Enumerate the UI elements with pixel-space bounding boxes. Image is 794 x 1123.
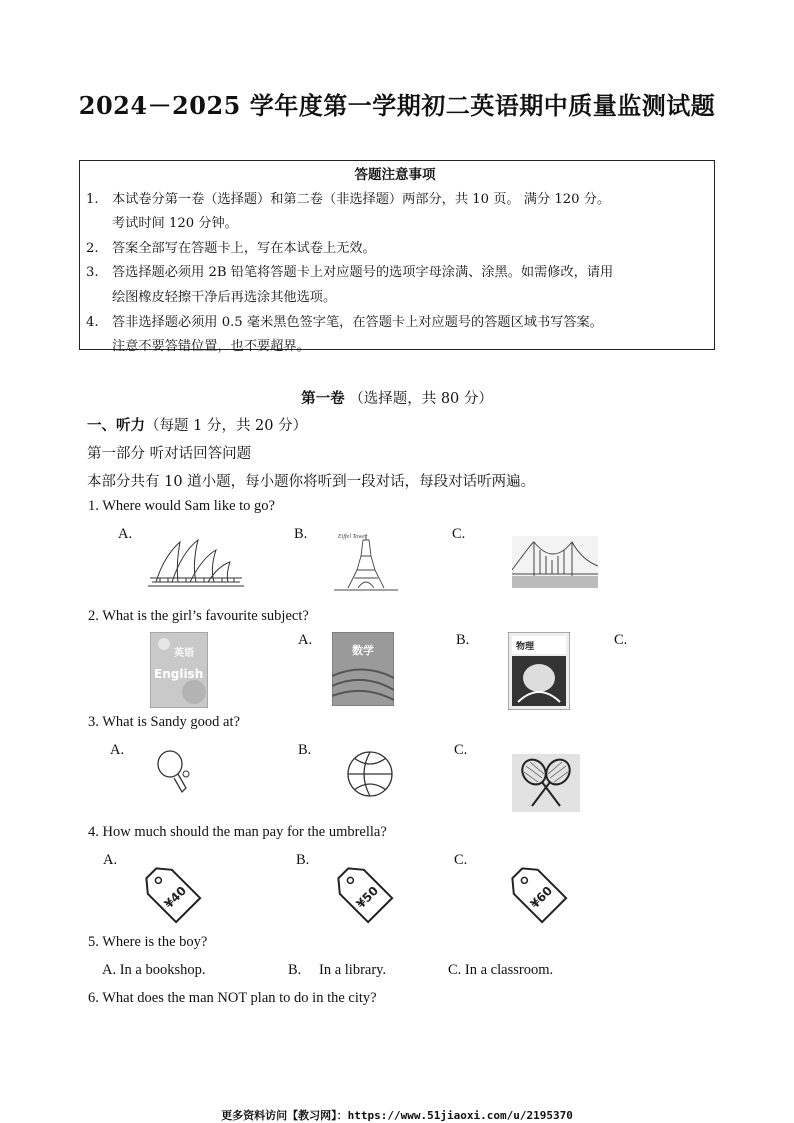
- q3-option-b: B.: [298, 742, 312, 758]
- page-title: 2024－2025 学年度第一学期初二英语期中质量监测试题: [78, 91, 716, 120]
- q3-option-c: C.: [454, 742, 468, 758]
- q1-option-c: C.: [452, 526, 466, 542]
- section-title-rest: （选择题，共 80 分）: [349, 391, 493, 407]
- q4-option-c: C.: [454, 852, 468, 868]
- notice-line: 答非选择题必须用 0.5 毫米黑色签字笔，在答题卡上对应题号的答题区域书写答案。: [112, 314, 603, 330]
- notice-item-2: [86, 237, 704, 262]
- opera-house-image: [146, 536, 246, 590]
- q2-option-c: C.: [614, 632, 628, 648]
- q1-option-b: B.: [294, 526, 308, 542]
- instruction: 本部分共有 10 道小题，每小题你将听到一段对话，每段对话听两遍。: [87, 474, 536, 490]
- question-2: 2. What is the girl’s favourite subject?: [88, 608, 309, 624]
- notice-item-1: [86, 188, 704, 237]
- price-tag-60-label: ¥60: [527, 883, 556, 912]
- golden-gate-bridge-image: [512, 536, 598, 588]
- notice-item-3: [86, 261, 704, 310]
- price-tag-40-label: ¥40: [161, 883, 190, 912]
- question-3: 3. What is Sandy good at?: [88, 714, 240, 730]
- notice-num: 3.: [86, 265, 99, 281]
- notice-num: 4.: [86, 314, 99, 330]
- part-heading-rest: （每题 1 分，共 20 分）: [145, 418, 308, 434]
- part-heading-bold: 一、听力: [87, 417, 145, 434]
- part-heading: [87, 414, 307, 435]
- math-book-title: 数学: [352, 644, 374, 657]
- notice-item-4: [86, 311, 704, 360]
- q5-option-b-letter: B.: [288, 962, 302, 978]
- notice-line: 答案全部写在答题卡上，写在本试卷上无效。: [112, 240, 376, 256]
- basketball-icon: [344, 748, 396, 800]
- notice-line: 本试卷分第一卷（选择题）和第二卷（非选择题）两部分，共 10 页。 满分 120 分。: [112, 191, 611, 207]
- price-tag-40-icon: [136, 856, 202, 926]
- question-5: 5. Where is the boy?: [88, 934, 208, 950]
- notice-heading: 答题注意事项: [354, 167, 436, 183]
- notice-line: 考试时间 120 分钟。: [112, 216, 238, 232]
- notice-box: [79, 160, 715, 355]
- eiffel-caption: Eiffel Tower: [338, 534, 368, 540]
- price-tag-50-icon: [328, 856, 394, 926]
- notice-num: 2.: [86, 240, 99, 256]
- section-title-bold: 第一卷: [301, 390, 345, 407]
- ping-pong-paddle-icon: [154, 748, 194, 798]
- tennis-rackets-icon: [512, 754, 580, 812]
- sub-heading: 第一部分 听对话回答问题: [87, 446, 252, 462]
- notice-num: 1.: [86, 191, 99, 207]
- price-tag-50-label: ¥50: [353, 883, 382, 912]
- q5-option-c: C. In a classroom.: [448, 962, 554, 978]
- q1-option-a: A.: [118, 526, 133, 542]
- english-book-image: [150, 632, 208, 708]
- footer-link[interactable]: 更多资料访问【教习网】：https://www.51jiaoxi.com/u/2195370: [221, 1109, 573, 1122]
- question-4: 4. How much should the man pay for the umbrella?: [88, 824, 387, 840]
- question-6: 6. What does the man NOT plan to do in the city?: [88, 990, 377, 1006]
- price-tag-60-icon: [502, 856, 568, 926]
- q2-option-a: A.: [298, 632, 313, 648]
- q4-option-a: A.: [103, 852, 118, 868]
- section-title: [0, 387, 794, 408]
- notice-line: 绘图橡皮轻擦干净后再选涂其他选项。: [112, 289, 337, 305]
- eiffel-tower-image: [330, 530, 402, 594]
- notice-line: 注意不要答错位置，也不要超界。: [112, 339, 310, 355]
- english-book-title: English: [154, 667, 204, 681]
- english-book-chinese: 英语: [174, 648, 194, 659]
- q4-option-b: B.: [296, 852, 310, 868]
- notice-line: 答选择题必须用 2B 铅笔将答题卡上对应题号的选项字母涂满、涂黑。如需修改，请用: [112, 265, 614, 281]
- physics-book-title: 物理: [516, 642, 535, 652]
- q5-option-b-text: In a library.: [319, 962, 387, 978]
- q5-option-a: A. In a bookshop.: [102, 962, 206, 978]
- question-1: 1. Where would Sam like to go?: [88, 498, 275, 514]
- q3-option-a: A.: [110, 742, 125, 758]
- physics-book-image: [508, 632, 570, 710]
- math-book-image: [332, 632, 394, 706]
- q2-option-b: B.: [456, 632, 470, 648]
